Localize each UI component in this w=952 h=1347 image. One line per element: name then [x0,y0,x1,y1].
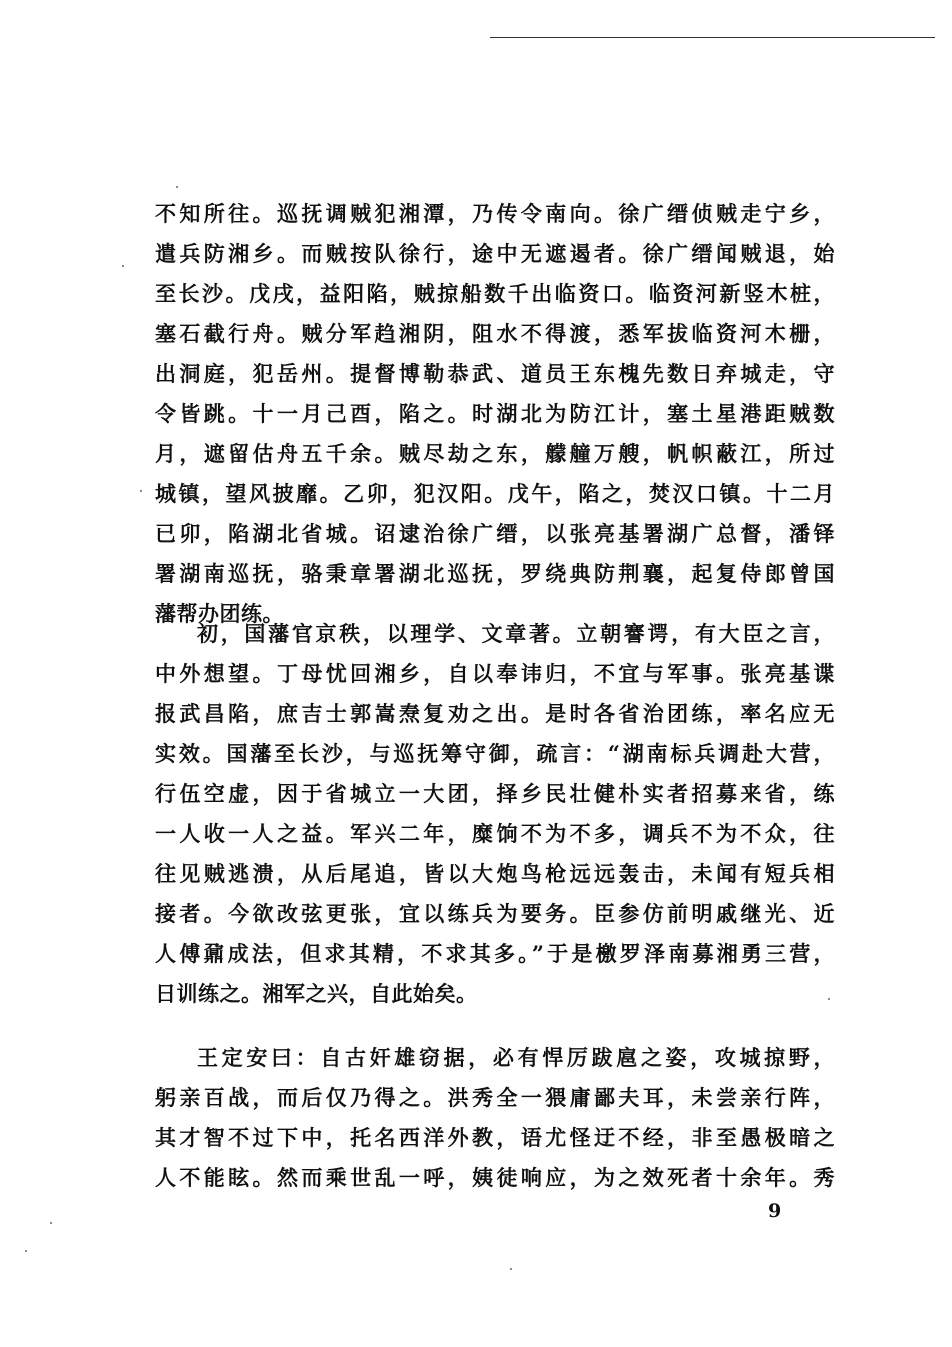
scan-speck [510,1268,512,1270]
text-line: 躬亲百战，而后仅乃得之。洪秀全一猥庸鄙夫耳，未尝亲行阵， [155,1085,835,1110]
text-line: 行伍空虚，因于省城立一大团，择乡民壮健朴实者招募来省，练 [155,781,835,806]
text-line: 日训练之。湘军之兴，自此始矣。 [155,981,478,1006]
text-line: 一人收一人之益。军兴二年，糜饷不为不多，调兵不为不众，往 [155,821,835,846]
text-line: 出洞庭，犯岳州。提督博勒恭武、道员王东槐先数日弃城走，守 [155,361,835,386]
scan-speck [828,998,830,1000]
text-line: 塞石截行舟。贼分军趋湘阴，阻水不得渡，悉军拔临资河木栅， [155,321,835,346]
text-line: 月，遮留估舟五千余。贼尽劫之东，艨艟万艘，帆帜蔽江，所过 [155,441,835,466]
text-line: 遣兵防湘乡。而贼按队徐行，途中无遮遏者。徐广缙闻贼退，始 [155,241,835,266]
text-line: 城镇，望风披靡。乙卯，犯汉阳。戊午，陷之，焚汉口镇。十二月 [155,481,835,506]
text-line: 令皆跳。十一月己酉，陷之。时湖北为防江计，塞土星港距贼数 [155,401,835,426]
text-line: 至长沙。戊戌，益阳陷，贼掠船数千出临资口。临资河新竖木桩， [155,281,835,306]
paragraph-1 [155,194,835,634]
scan-speck [50,1222,52,1224]
header-rule [490,37,935,38]
text-line: 人傅鼐成法，但求其精，不求其多。”于是檄罗泽南募湘勇三营， [155,941,835,966]
text-line: 往见贼逃溃，从后尾追，皆以大炮鸟枪远远轰击，未闻有短兵相 [155,861,835,886]
scan-speck [122,265,124,267]
text-line: 王定安曰：自古奸雄窃据，必有悍厉跋扈之姿，攻城掠野， [197,1045,835,1070]
scan-speck [140,490,142,492]
text-line: 其才智不过下中，托名西洋外教，语尤怪迂不经，非至愚极暗之 [155,1125,835,1150]
paragraph-3 [155,1038,835,1198]
scan-speck [176,186,178,188]
text-line: 中外想望。丁母忧回湘乡，自以奉讳归，不宜与军事。张亮基谍 [155,661,835,686]
text-line: 初，国藩官京秩，以理学、文章著。立朝謇谔，有大臣之言， [197,621,835,646]
text-line: 接者。今欲改弦更张，宜以练兵为要务。臣参仿前明戚继光、近 [155,901,835,926]
text-line: 实效。国藩至长沙，与巡抚筹守御，疏言：“湖南标兵调赴大营， [155,741,835,766]
page-number: 9 [768,1200,782,1222]
text-line: 报武昌陷，庶吉士郭嵩焘复劝之出。是时各省治团练，率名应无 [155,701,835,726]
paragraph-2 [155,614,835,1014]
scan-speck [25,1250,27,1252]
text-line: 不知所往。巡抚调贼犯湘潭，乃传令南向。徐广缙侦贼走宁乡， [155,201,835,226]
text-line: 署湖南巡抚，骆秉章署湖北巡抚，罗绕典防荆襄，起复侍郎曾国 [155,561,835,586]
text-line: 已卯，陷湖北省城。诏逮治徐广缙，以张亮基署湖广总督，潘铎 [155,521,835,546]
text-line: 人不能眩。然而乘世乱一呼，姨徒响应，为之效死者十余年。秀 [155,1165,835,1190]
text-line: 藩帮办团练。 [155,601,284,626]
